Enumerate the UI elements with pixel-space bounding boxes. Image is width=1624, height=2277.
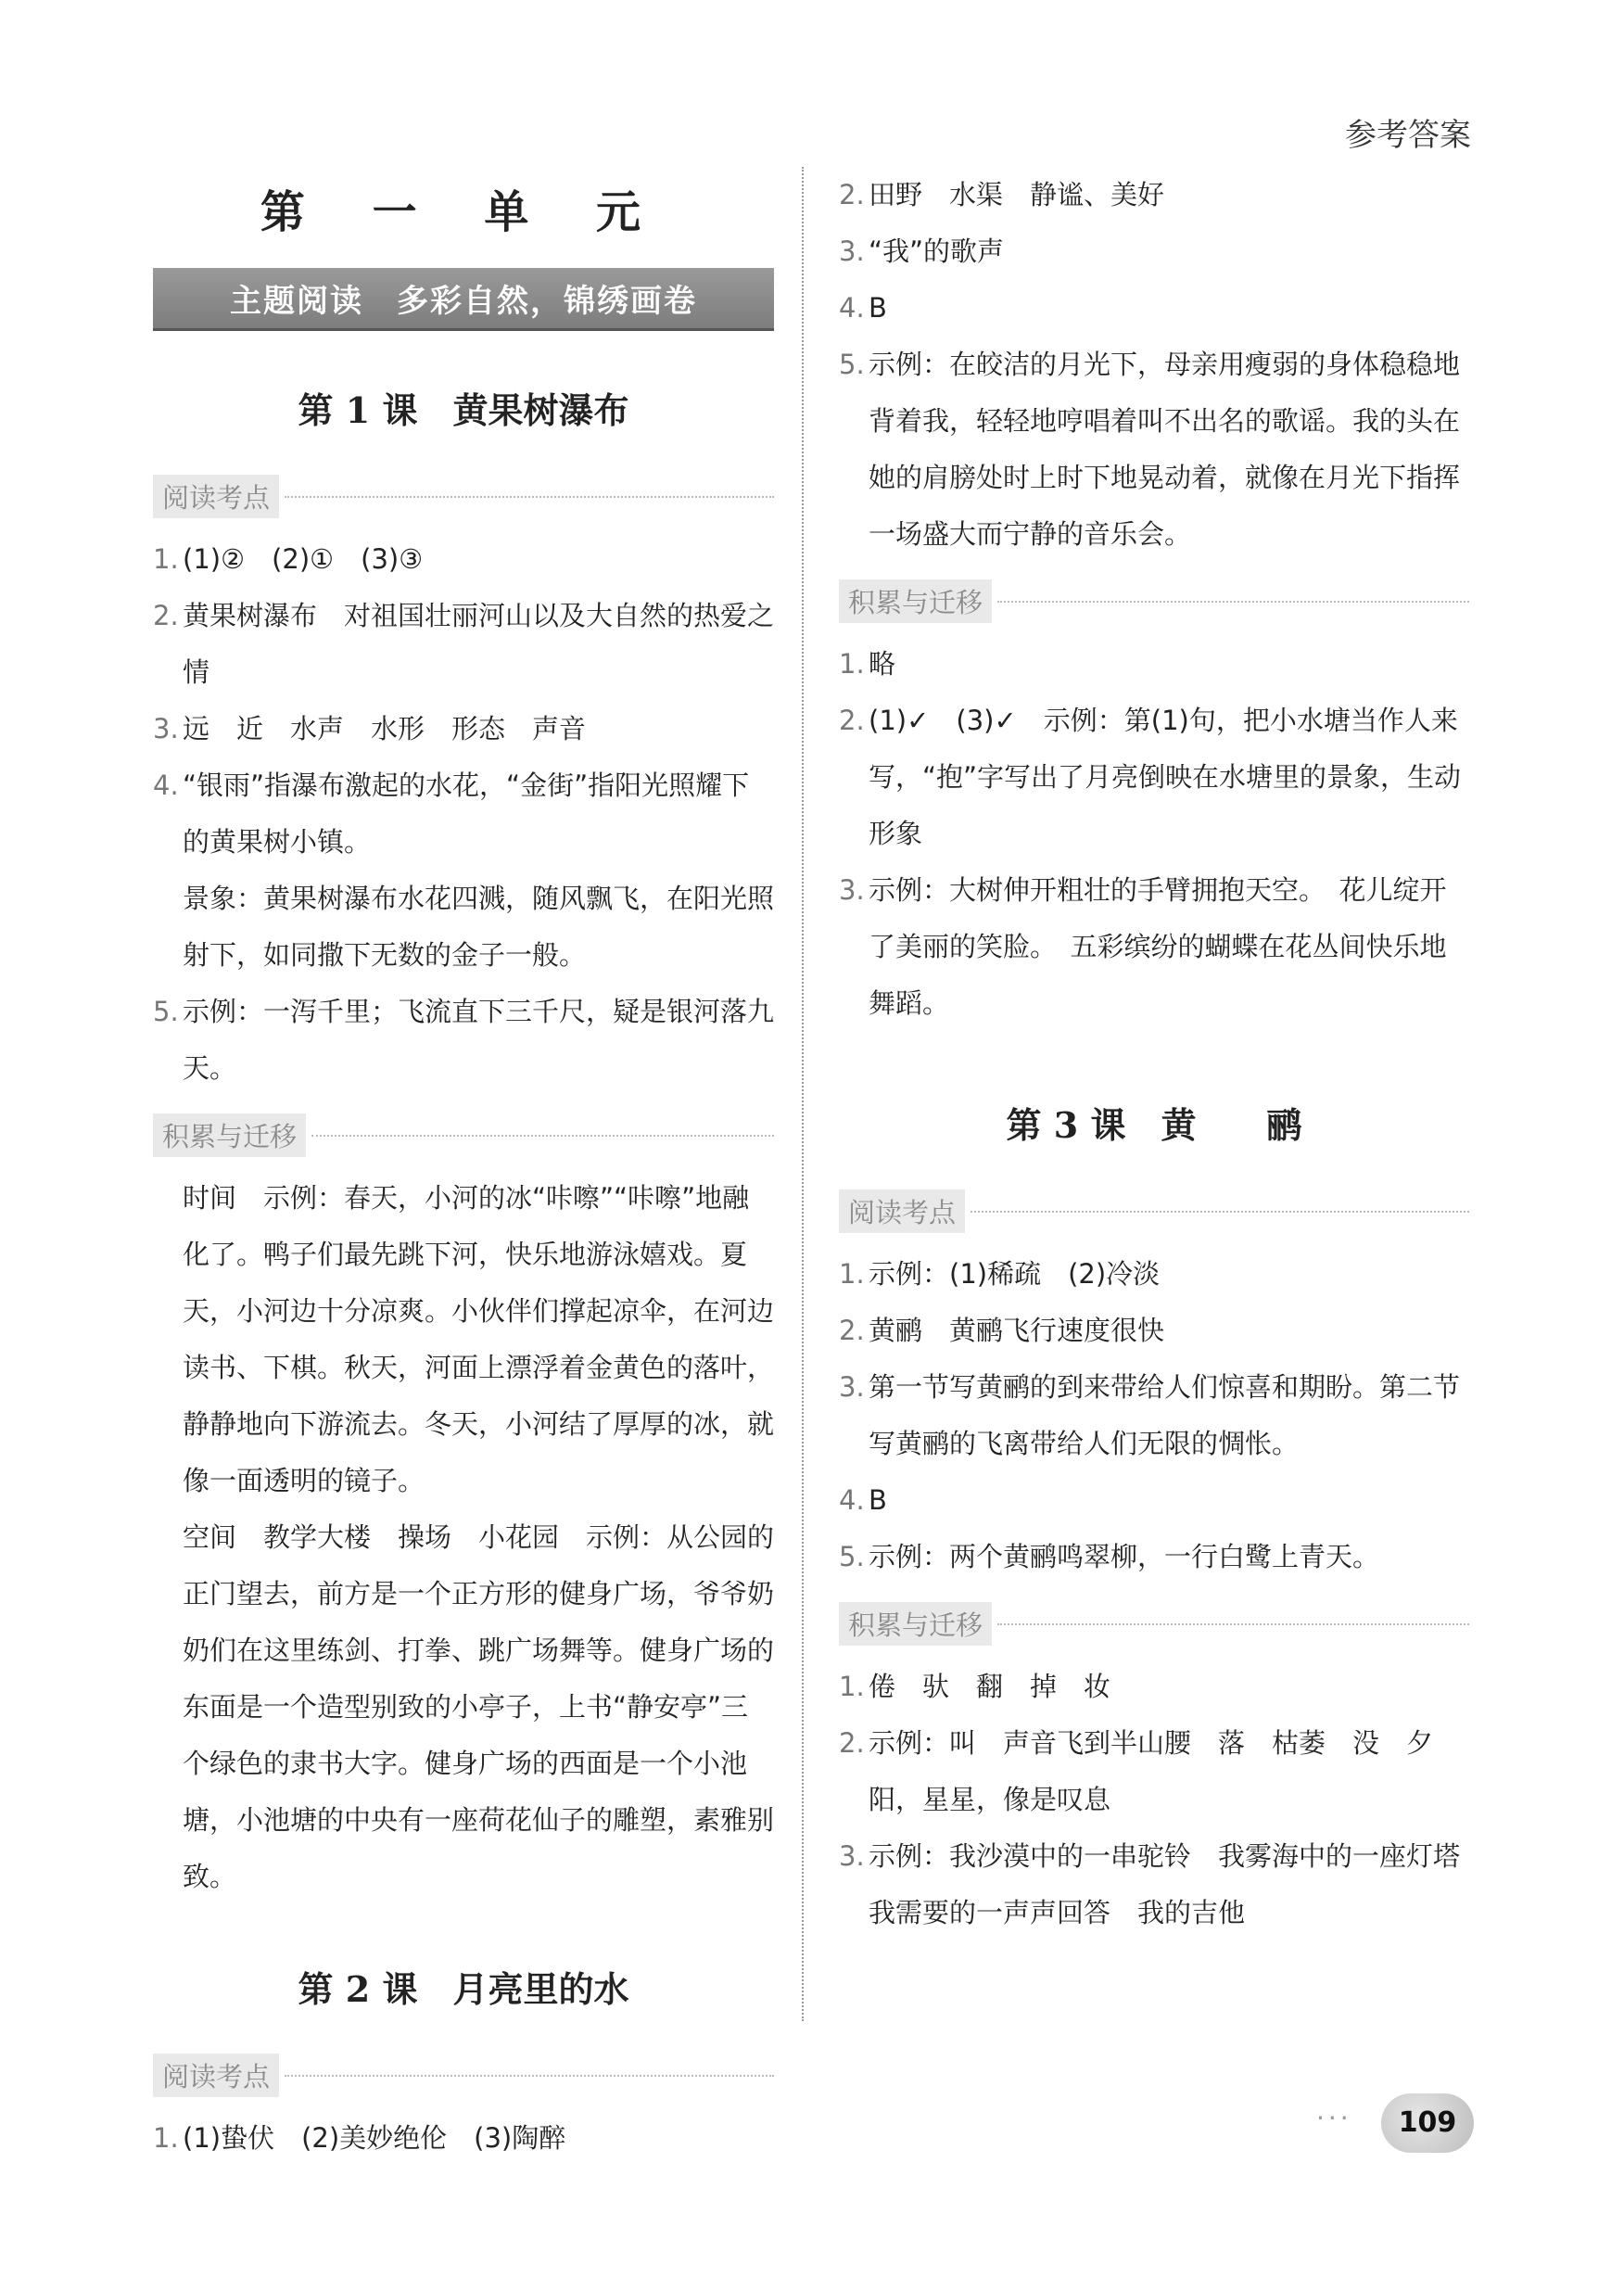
- item-number: 1.: [839, 648, 865, 680]
- item-number: 2.: [839, 1727, 865, 1759]
- lesson2-accumulate-header: [839, 579, 1469, 623]
- lesson1-accumulate-header: [153, 1113, 774, 1157]
- list-item: [839, 1359, 1469, 1472]
- accumulate-paragraph-space: 空间 教学大楼 操场 小花园 示例：从公园的正门望去，前方是一个正方形的健身广场，爷爷奶奶们在这里练剑、打拳、跳广场舞等。健身广场的东面是一个造型别致的小亭子，上书“静安亭”三个绿色的隶书大字。健身广场的西面是一个小池塘，小池塘的中央有一座荷花仙子的雕塑，素雅别致。: [183, 1521, 775, 1892]
- lesson3-reading-header: [839, 1189, 1469, 1233]
- section-rule: [971, 1211, 1469, 1213]
- list-item: [153, 757, 774, 871]
- section-rule: [997, 1623, 1469, 1625]
- list-item: [839, 1828, 1488, 1941]
- item-number: 2.: [839, 705, 865, 736]
- lesson2-reading-header: [153, 2054, 774, 2097]
- list-item: [839, 337, 1469, 563]
- theme-banner: 主题阅读 多彩自然，锦绣画卷: [153, 268, 774, 331]
- lesson2-title: 第 2 课 月亮里的水: [298, 1968, 629, 2010]
- item-text: 示例：一泻千里；飞流直下三千尺，疑是银河落九天。: [183, 996, 775, 1084]
- item-number: 3.: [839, 1371, 865, 1403]
- item-number: 1.: [153, 2122, 179, 2154]
- list-item: [153, 531, 774, 588]
- item-text: 第一节写黄鹂的到来带给人们惊喜和期盼。第二节写黄鹂的飞离带给人们无限的惆怅。: [869, 1371, 1461, 1459]
- item-text: (1)✓ (3)✓ 示例：第(1)句，把小水塘当作人来写，“抱”字写出了月亮倒映在水塘里的景象，生动形象: [869, 705, 1462, 849]
- item-text: 示例：我沙漠中的一串驼铃 我雾海中的一座灯塔 我需要的一声声回答 我的吉他: [869, 1840, 1488, 1928]
- list-item: [153, 588, 774, 701]
- list-item: [839, 167, 1469, 223]
- lesson3-accumulate-header: [839, 1602, 1469, 1646]
- section-rule: [285, 2075, 774, 2077]
- lesson1-title: 第 1 课 黄果树瀑布: [298, 389, 629, 431]
- item-text: B: [869, 1484, 887, 1516]
- page-number-badge: 109: [1381, 2093, 1474, 2153]
- lesson3-title: 第 3 课 黄 鹂: [1006, 1104, 1302, 1146]
- item-text: 略: [869, 648, 896, 680]
- list-item: [153, 701, 774, 757]
- list-item: [839, 693, 1469, 862]
- list-item: [839, 280, 1469, 337]
- item-text: (1)蛰伏 (2)美妙绝伦 (3)陶醉: [183, 2122, 566, 2154]
- page-dots: ···: [1316, 2103, 1352, 2133]
- item-number: 5.: [839, 349, 865, 380]
- item-text: 倦 驮 翻 掉 妆: [869, 1671, 1111, 1702]
- item-number: 4.: [153, 770, 179, 801]
- accumulate-paragraph-time: 时间 示例：春天，小河的冰“咔嚓”“咔嚓”地融化了。鸭子们最先跳下河，快乐地游泳嬉戏。夏天，小河边十分凉爽。小伙伴们撑起凉伞，在河边读书、下棋。秋天，河面上漂浮着金黄色的落叶，静静地向下游流去。冬天，小河结了厚厚的冰，就像一面透明的镜子。: [183, 1182, 775, 1496]
- item-text: (1)② (2)① (3)③: [183, 543, 424, 575]
- item-number: 1.: [839, 1258, 865, 1290]
- item-number: 1.: [839, 1671, 865, 1702]
- item-text: 示例：(1)稀疏 (2)冷淡: [869, 1258, 1161, 1290]
- list-item: [839, 1246, 1469, 1303]
- item-number: 2.: [839, 179, 865, 210]
- item-text: 田野 水渠 静谧、美好: [869, 179, 1165, 210]
- item-text: “银雨”指瀑布激起的水花，“金街”指阳光照耀下的黄果树小镇。: [183, 770, 750, 858]
- section-tag: 阅读考点: [839, 1189, 965, 1233]
- item-number: 5.: [153, 996, 179, 1027]
- list-item: [839, 1303, 1469, 1359]
- item-text: 黄鹂 黄鹂飞行速度很快: [869, 1315, 1165, 1346]
- section-tag: 阅读考点: [153, 2054, 279, 2097]
- section-tag: 积累与迁移: [839, 579, 992, 623]
- list-item: [153, 2110, 774, 2167]
- item-text: 远 近 水声 水形 形态 声音: [183, 713, 587, 744]
- section-tag: 阅读考点: [153, 475, 279, 518]
- item-number: 4.: [839, 1484, 865, 1516]
- item-number: 3.: [839, 874, 865, 906]
- item-number: 4.: [839, 292, 865, 324]
- item-number: 2.: [153, 600, 179, 631]
- item-text: “我”的歌声: [869, 235, 1005, 267]
- item-number: 3.: [839, 235, 865, 267]
- item-number: 2.: [839, 1315, 865, 1346]
- section-rule: [997, 601, 1469, 603]
- item-text: 示例：大树伸开粗壮的手臂拥抱天空。 花儿绽开了美丽的笑脸。 五彩缤纷的蝴蝶在花丛间快乐地舞蹈。: [869, 874, 1447, 1019]
- right-column: [839, 167, 1488, 1941]
- section-rule: [311, 1135, 774, 1137]
- left-column: [153, 167, 774, 2167]
- item-number: 3.: [153, 713, 179, 744]
- header-label: 参考答案: [1345, 117, 1471, 154]
- list-item: [839, 862, 1469, 1032]
- item-number: 1.: [153, 543, 179, 575]
- list-item: [839, 1659, 1469, 1715]
- unit-title: 第 一 单 元: [260, 186, 667, 238]
- column-divider: [802, 167, 804, 2021]
- section-tag: 积累与迁移: [153, 1113, 306, 1157]
- item-text: 示例：在皎洁的月光下，母亲用瘦弱的身体稳稳地背着我，轻轻地哼唱着叫不出名的歌谣。我的头在她的肩膀处时上时下地晃动着，就像在月光下指挥一场盛大而宁静的音乐会。: [869, 349, 1461, 550]
- list-item: [839, 223, 1469, 280]
- item-text: 黄果树瀑布 对祖国壮丽河山以及大自然的热爱之情: [183, 600, 775, 688]
- list-item: [839, 636, 1469, 693]
- list-item: [839, 1472, 1469, 1529]
- section-rule: [285, 496, 774, 498]
- item-text: 示例：两个黄鹂鸣翠柳，一行白鹭上青天。: [869, 1541, 1380, 1572]
- list-item: [839, 1715, 1469, 1828]
- list-item: [839, 1529, 1469, 1585]
- list-item: [153, 984, 774, 1097]
- item-continuation: 景象：黄果树瀑布水花四溅，随风飘飞，在阳光照射下，如同撒下无数的金子一般。: [183, 883, 775, 971]
- item-number: 3.: [839, 1840, 865, 1872]
- item-number: 5.: [839, 1541, 865, 1572]
- item-text: 示例：叫 声音飞到半山腰 落 枯萎 没 夕阳，星星，像是叹息: [869, 1727, 1434, 1815]
- lesson1-reading-header: [153, 475, 774, 518]
- section-tag: 积累与迁移: [839, 1602, 992, 1646]
- item-text: B: [869, 292, 887, 324]
